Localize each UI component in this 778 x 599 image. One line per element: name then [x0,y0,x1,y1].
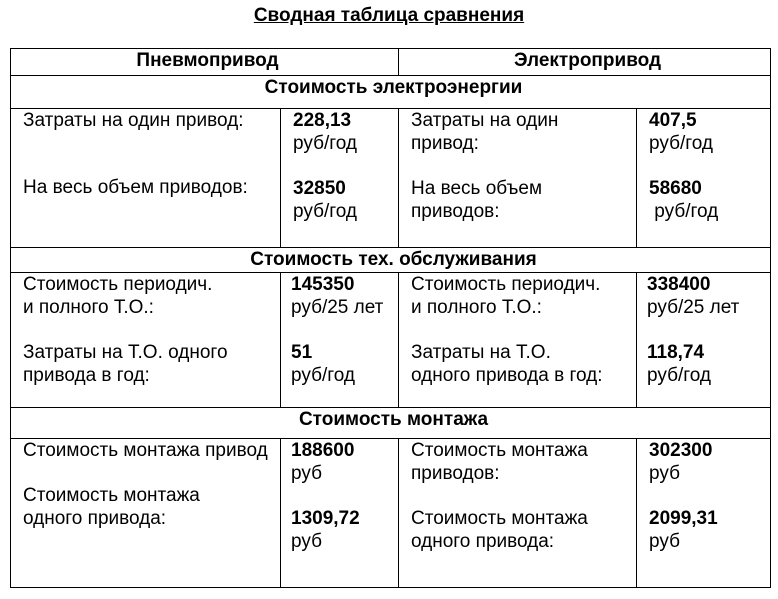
value: 145350 [291,274,355,295]
pneumo-values [281,439,399,588]
label-line: Затраты на Т.О. [411,342,551,363]
section-title-electricity: Стоимость электроэнергии [11,76,771,109]
label-line: привода в год: [23,365,150,386]
pneumo-values [281,109,399,248]
label-line: и полного Т.О.: [411,297,542,318]
section-title-installation: Стоимость монтажа [11,408,771,439]
value: 338400 [647,274,711,295]
electro-labels [399,109,637,248]
label-line: Стоимость монтажа [411,508,588,529]
column-header-pneumo: Пневмопривод [11,49,399,76]
label-line: приводов: [411,201,500,222]
unit: руб [291,463,322,484]
value: 407,5 [649,110,697,131]
value: 58680 [649,178,702,199]
comparison-table [10,48,771,588]
unit: руб [649,463,680,484]
label-line: Затраты на один [411,110,559,131]
unit: руб/25 лет [291,297,384,318]
label-line: Затраты на один привод: [23,110,244,131]
value: 1309,72 [291,508,360,529]
label-line: одного привода: [23,508,167,529]
unit: руб/год [649,201,719,222]
unit: руб/год [293,201,357,222]
label-line: Затраты на Т.О. одного [23,342,228,363]
unit: руб/25 лет [647,297,740,318]
table-row [11,109,771,248]
pneumo-labels [11,109,281,248]
unit: руб/год [293,133,357,154]
label-line: Стоимость периодич. [23,274,213,295]
pneumo-values [281,273,399,408]
section-header-row [11,76,771,109]
section-header-row [11,408,771,439]
label-line: Стоимость монтажа [411,440,588,461]
unit: руб/год [649,133,713,154]
label-line: одного привода: [411,531,555,552]
label-line: На весь объем приводов: [23,177,248,198]
value: 51 [291,342,313,363]
label-line: приводов: [411,463,500,484]
value: 2099,31 [649,508,718,529]
label-line: Стоимость монтажа [23,485,200,506]
electro-values [637,273,771,408]
value: 32850 [293,178,346,199]
electro-labels [399,273,637,408]
table-row [11,273,771,408]
value: 228,13 [293,110,352,131]
unit: руб/год [291,365,355,386]
value: 118,74 [647,342,705,363]
table-row [11,439,771,588]
value: 188600 [291,440,355,461]
label-line: Стоимость монтажа привод [23,440,268,461]
column-header-electro: Электропривод [399,49,771,76]
unit: руб [649,531,680,552]
label-line: и полного Т.О.: [23,297,154,318]
electro-values [637,439,771,588]
table-header-row [11,49,771,76]
section-header-row [11,248,771,273]
page-title: Сводная таблица сравнения [253,5,525,26]
pneumo-labels [11,439,281,588]
label-line: одного привода в год: [411,365,603,386]
section-title-maintenance: Стоимость тех. обслуживания [11,248,771,273]
unit: руб [291,531,322,552]
label-line: Стоимость периодич. [411,274,601,295]
label-line: привод: [411,133,479,154]
value: 302300 [649,440,713,461]
unit: руб/год [647,365,711,386]
label-line: На весь объем [411,178,543,199]
electro-labels [399,439,637,588]
electro-values [637,109,771,248]
pneumo-labels [11,273,281,408]
